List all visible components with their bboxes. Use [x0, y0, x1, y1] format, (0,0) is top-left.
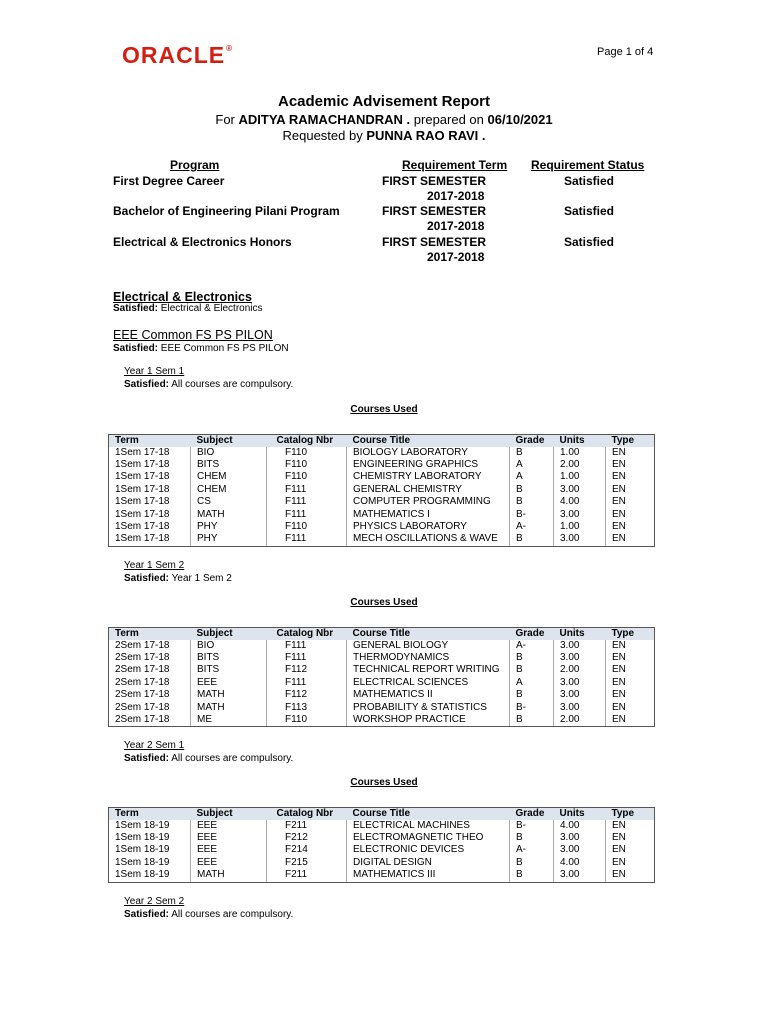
grade-cell: B — [510, 533, 554, 546]
program-term: FIRST SEMESTER — [382, 235, 487, 249]
course-title-cell: ENGINEERING GRAPHICS — [347, 459, 510, 471]
subject-cell: MATH — [191, 689, 267, 701]
type-header: Type — [606, 435, 655, 447]
course-title-cell: ELECTRICAL MACHINES — [347, 820, 510, 832]
grade-cell: B — [510, 689, 554, 701]
catalog-nbr-cell: F211 — [267, 820, 347, 832]
catalog-nbr-cell: F111 — [267, 677, 347, 689]
catalog-nbr-cell: F111 — [267, 652, 347, 664]
units-cell: 3.00 — [554, 869, 606, 882]
type-cell: EN — [606, 714, 655, 727]
type-cell: EN — [606, 521, 655, 533]
courses-table — [108, 627, 655, 727]
group-satisfied: Satisfied: All courses are compulsory. — [124, 379, 294, 390]
subject-cell: BITS — [191, 664, 267, 676]
term-cell: 1Sem 17-18 — [109, 496, 191, 508]
grade-cell: B- — [510, 509, 554, 521]
catalog-nbr-cell: F111 — [267, 533, 347, 546]
units-cell: 3.00 — [554, 640, 606, 652]
units-cell: 3.00 — [554, 533, 606, 546]
table-row — [109, 447, 655, 459]
page-number: Page 1 of 4 — [597, 46, 654, 58]
course-title-cell: MECH OSCILLATIONS & WAVE — [347, 533, 510, 546]
course-title-header: Course Title — [347, 435, 510, 447]
catalog-nbr-header: Catalog Nbr — [267, 628, 347, 640]
group-title: Year 2 Sem 1 — [124, 740, 185, 751]
term-cell: 1Sem 17-18 — [109, 484, 191, 496]
type-cell: EN — [606, 857, 655, 869]
table-header-row — [109, 435, 655, 447]
program-status: Satisfied — [564, 235, 615, 249]
report-for-line — [0, 112, 768, 127]
term-cell: 1Sem 17-18 — [109, 447, 191, 459]
units-header: Units — [554, 435, 606, 447]
units-header: Units — [554, 628, 606, 640]
subject-cell: EEE — [191, 844, 267, 856]
catalog-nbr-cell: F110 — [267, 447, 347, 459]
type-cell: EN — [606, 447, 655, 459]
type-cell: EN — [606, 820, 655, 832]
term-cell: 1Sem 18-19 — [109, 857, 191, 869]
program-term-year: 2017-2018 — [427, 219, 485, 233]
course-title-cell: ELECTRONIC DEVICES — [347, 844, 510, 856]
subject-cell: BITS — [191, 459, 267, 471]
program-status: Satisfied — [564, 204, 615, 218]
type-cell: EN — [606, 640, 655, 652]
courses-used-label: Courses Used — [350, 597, 418, 608]
table-row — [109, 689, 655, 701]
requirement-term-header: Requirement Term — [402, 158, 508, 172]
table-row — [109, 509, 655, 521]
type-cell: EN — [606, 832, 655, 844]
type-cell: EN — [606, 844, 655, 856]
catalog-nbr-cell: F111 — [267, 640, 347, 652]
course-title-cell: MATHEMATICS III — [347, 869, 510, 882]
grade-cell: B — [510, 496, 554, 508]
sub-requirement-title: EEE Common FS PS PILON — [113, 328, 273, 342]
catalog-nbr-cell: F110 — [267, 471, 347, 483]
grade-header: Grade — [510, 808, 554, 820]
units-header: Units — [554, 808, 606, 820]
term-cell: 1Sem 18-19 — [109, 832, 191, 844]
subject-cell: MATH — [191, 509, 267, 521]
subject-cell: PHY — [191, 521, 267, 533]
for-label: For — [215, 112, 235, 127]
program-status: Satisfied — [564, 174, 615, 188]
course-title-cell: PROBABILITY & STATISTICS — [347, 702, 510, 714]
table-row — [109, 533, 655, 546]
group-satisfied: Satisfied: All courses are compulsory. — [124, 753, 294, 764]
type-cell: EN — [606, 677, 655, 689]
courses-table — [108, 807, 655, 883]
units-cell: 2.00 — [554, 714, 606, 727]
course-title-cell: WORKSHOP PRACTICE — [347, 714, 510, 727]
course-title-header: Course Title — [347, 628, 510, 640]
prepared-label: prepared on — [413, 112, 484, 127]
table-header-row — [109, 628, 655, 640]
student-name: ADITYA RAMACHANDRAN . — [238, 112, 411, 127]
type-cell: EN — [606, 533, 655, 546]
type-cell: EN — [606, 869, 655, 882]
subject-cell: BIO — [191, 447, 267, 459]
prepared-date: 06/10/2021 — [487, 112, 553, 127]
term-cell: 1Sem 17-18 — [109, 459, 191, 471]
catalog-nbr-cell: F111 — [267, 509, 347, 521]
units-cell: 2.00 — [554, 459, 606, 471]
group-title: Year 2 Sem 2 — [124, 896, 185, 907]
term-cell: 2Sem 17-18 — [109, 640, 191, 652]
course-title-header: Course Title — [347, 808, 510, 820]
grade-cell: B — [510, 714, 554, 727]
table-row — [109, 869, 655, 882]
term-cell: 1Sem 17-18 — [109, 509, 191, 521]
table-row — [109, 459, 655, 471]
table-row — [109, 702, 655, 714]
course-title-cell: PHYSICS LABORATORY — [347, 521, 510, 533]
sub-requirement-satisfied: Satisfied: EEE Common FS PS PILON — [113, 343, 289, 354]
grade-cell: B- — [510, 820, 554, 832]
program-name: Electrical & Electronics Honors — [113, 235, 292, 249]
units-cell: 3.00 — [554, 484, 606, 496]
type-cell: EN — [606, 471, 655, 483]
program-header: Program — [170, 158, 220, 172]
program-name: First Degree Career — [113, 174, 225, 188]
grade-cell: B — [510, 484, 554, 496]
units-cell: 3.00 — [554, 509, 606, 521]
units-cell: 4.00 — [554, 820, 606, 832]
table-row — [109, 640, 655, 652]
subject-cell: EEE — [191, 677, 267, 689]
type-cell: EN — [606, 496, 655, 508]
catalog-nbr-cell: F110 — [267, 459, 347, 471]
grade-cell: B- — [510, 702, 554, 714]
type-cell: EN — [606, 664, 655, 676]
course-title-cell: GENERAL BIOLOGY — [347, 640, 510, 652]
subject-cell: PHY — [191, 533, 267, 546]
type-cell: EN — [606, 509, 655, 521]
subject-cell: CS — [191, 496, 267, 508]
program-term-year: 2017-2018 — [427, 189, 485, 203]
grade-cell: B — [510, 652, 554, 664]
program-term-year: 2017-2018 — [427, 250, 485, 264]
grade-header: Grade — [510, 628, 554, 640]
grade-cell: A- — [510, 844, 554, 856]
table-row — [109, 820, 655, 832]
units-cell: 2.00 — [554, 664, 606, 676]
course-title-cell: ELECTROMAGNETIC THEO — [347, 832, 510, 844]
subject-cell: BIO — [191, 640, 267, 652]
table-row — [109, 677, 655, 689]
table-row — [109, 484, 655, 496]
grade-cell: B — [510, 857, 554, 869]
catalog-nbr-header: Catalog Nbr — [267, 435, 347, 447]
report-title: Academic Advisement Report — [277, 93, 490, 110]
table-row — [109, 496, 655, 508]
units-cell: 3.00 — [554, 844, 606, 856]
term-cell: 2Sem 17-18 — [109, 677, 191, 689]
term-cell: 1Sem 17-18 — [109, 521, 191, 533]
table-row — [109, 714, 655, 727]
term-cell: 2Sem 17-18 — [109, 652, 191, 664]
table-row — [109, 832, 655, 844]
courses-used-label: Courses Used — [350, 777, 418, 788]
units-cell: 4.00 — [554, 857, 606, 869]
term-cell: 2Sem 17-18 — [109, 714, 191, 727]
subject-cell: EEE — [191, 857, 267, 869]
type-cell: EN — [606, 702, 655, 714]
grade-cell: B — [510, 869, 554, 882]
catalog-nbr-cell: F111 — [267, 484, 347, 496]
table-row — [109, 664, 655, 676]
subject-header: Subject — [191, 808, 267, 820]
course-title-cell: COMPUTER PROGRAMMING — [347, 496, 510, 508]
program-term: FIRST SEMESTER — [382, 204, 487, 218]
catalog-nbr-cell: F215 — [267, 857, 347, 869]
program-name: Bachelor of Engineering Pilani Program — [113, 204, 340, 218]
term-cell: 1Sem 18-19 — [109, 820, 191, 832]
catalog-nbr-cell: F211 — [267, 869, 347, 882]
grade-cell: B — [510, 664, 554, 676]
table-row — [109, 857, 655, 869]
term-cell: 1Sem 17-18 — [109, 471, 191, 483]
course-title-cell: ELECTRICAL SCIENCES — [347, 677, 510, 689]
catalog-nbr-cell: F112 — [267, 664, 347, 676]
course-title-cell: THERMODYNAMICS — [347, 652, 510, 664]
units-cell: 3.00 — [554, 677, 606, 689]
catalog-nbr-cell: F110 — [267, 714, 347, 727]
oracle-logo: ORACLE® — [122, 42, 234, 68]
requester-name: PUNNA RAO RAVI . — [366, 128, 486, 143]
term-cell: 1Sem 18-19 — [109, 869, 191, 882]
term-cell: 1Sem 18-19 — [109, 844, 191, 856]
subject-cell: EEE — [191, 832, 267, 844]
course-title-cell: GENERAL CHEMISTRY — [347, 484, 510, 496]
term-header: Term — [109, 435, 191, 447]
units-cell: 3.00 — [554, 832, 606, 844]
units-cell: 4.00 — [554, 496, 606, 508]
term-cell: 2Sem 17-18 — [109, 689, 191, 701]
units-cell: 1.00 — [554, 521, 606, 533]
units-cell: 1.00 — [554, 471, 606, 483]
term-cell: 1Sem 17-18 — [109, 533, 191, 546]
course-title-cell: DIGITAL DESIGN — [347, 857, 510, 869]
subject-cell: MATH — [191, 869, 267, 882]
table-row — [109, 652, 655, 664]
type-cell: EN — [606, 689, 655, 701]
grade-cell: B — [510, 447, 554, 459]
table-header-row — [109, 808, 655, 820]
subject-cell: MATH — [191, 702, 267, 714]
grade-cell: A- — [510, 521, 554, 533]
type-cell: EN — [606, 459, 655, 471]
grade-cell: A — [510, 471, 554, 483]
catalog-nbr-cell: F212 — [267, 832, 347, 844]
requirement-status-header: Requirement Status — [531, 158, 645, 172]
course-title-cell: MATHEMATICS II — [347, 689, 510, 701]
catalog-nbr-cell: F111 — [267, 496, 347, 508]
grade-cell: A — [510, 677, 554, 689]
requirement-title: Electrical & Electronics — [113, 290, 252, 304]
catalog-nbr-cell: F110 — [267, 521, 347, 533]
type-header: Type — [606, 808, 655, 820]
units-cell: 3.00 — [554, 689, 606, 701]
term-cell: 2Sem 17-18 — [109, 702, 191, 714]
table-row — [109, 471, 655, 483]
group-satisfied: Satisfied: All courses are compulsory. — [124, 909, 294, 920]
requested-by-line — [0, 128, 768, 143]
group-title: Year 1 Sem 2 — [124, 560, 185, 571]
catalog-nbr-cell: F113 — [267, 702, 347, 714]
requirement-satisfied: Satisfied: Electrical & Electronics — [113, 303, 263, 314]
subject-cell: ME — [191, 714, 267, 727]
term-header: Term — [109, 628, 191, 640]
catalog-nbr-cell: F214 — [267, 844, 347, 856]
grade-cell: A — [510, 459, 554, 471]
units-cell: 1.00 — [554, 447, 606, 459]
requested-label: Requested by — [282, 128, 363, 143]
course-title-cell: BIOLOGY LABORATORY — [347, 447, 510, 459]
term-header: Term — [109, 808, 191, 820]
course-title-cell: CHEMISTRY LABORATORY — [347, 471, 510, 483]
grade-cell: B — [510, 832, 554, 844]
grade-header: Grade — [510, 435, 554, 447]
courses-used-label: Courses Used — [350, 404, 418, 415]
catalog-nbr-cell: F112 — [267, 689, 347, 701]
subject-cell: CHEM — [191, 484, 267, 496]
type-cell: EN — [606, 652, 655, 664]
subject-header: Subject — [191, 628, 267, 640]
catalog-nbr-header: Catalog Nbr — [267, 808, 347, 820]
group-title: Year 1 Sem 1 — [124, 366, 185, 377]
courses-table — [108, 434, 655, 547]
subject-cell: CHEM — [191, 471, 267, 483]
course-title-cell: MATHEMATICS I — [347, 509, 510, 521]
term-cell: 2Sem 17-18 — [109, 664, 191, 676]
subject-cell: EEE — [191, 820, 267, 832]
table-row — [109, 844, 655, 856]
subject-header: Subject — [191, 435, 267, 447]
subject-cell: BITS — [191, 652, 267, 664]
units-cell: 3.00 — [554, 702, 606, 714]
program-term: FIRST SEMESTER — [382, 174, 487, 188]
course-title-cell: TECHNICAL REPORT WRITING — [347, 664, 510, 676]
units-cell: 3.00 — [554, 652, 606, 664]
grade-cell: A- — [510, 640, 554, 652]
type-cell: EN — [606, 484, 655, 496]
table-row — [109, 521, 655, 533]
group-satisfied: Satisfied: Year 1 Sem 2 — [124, 573, 232, 584]
type-header: Type — [606, 628, 655, 640]
